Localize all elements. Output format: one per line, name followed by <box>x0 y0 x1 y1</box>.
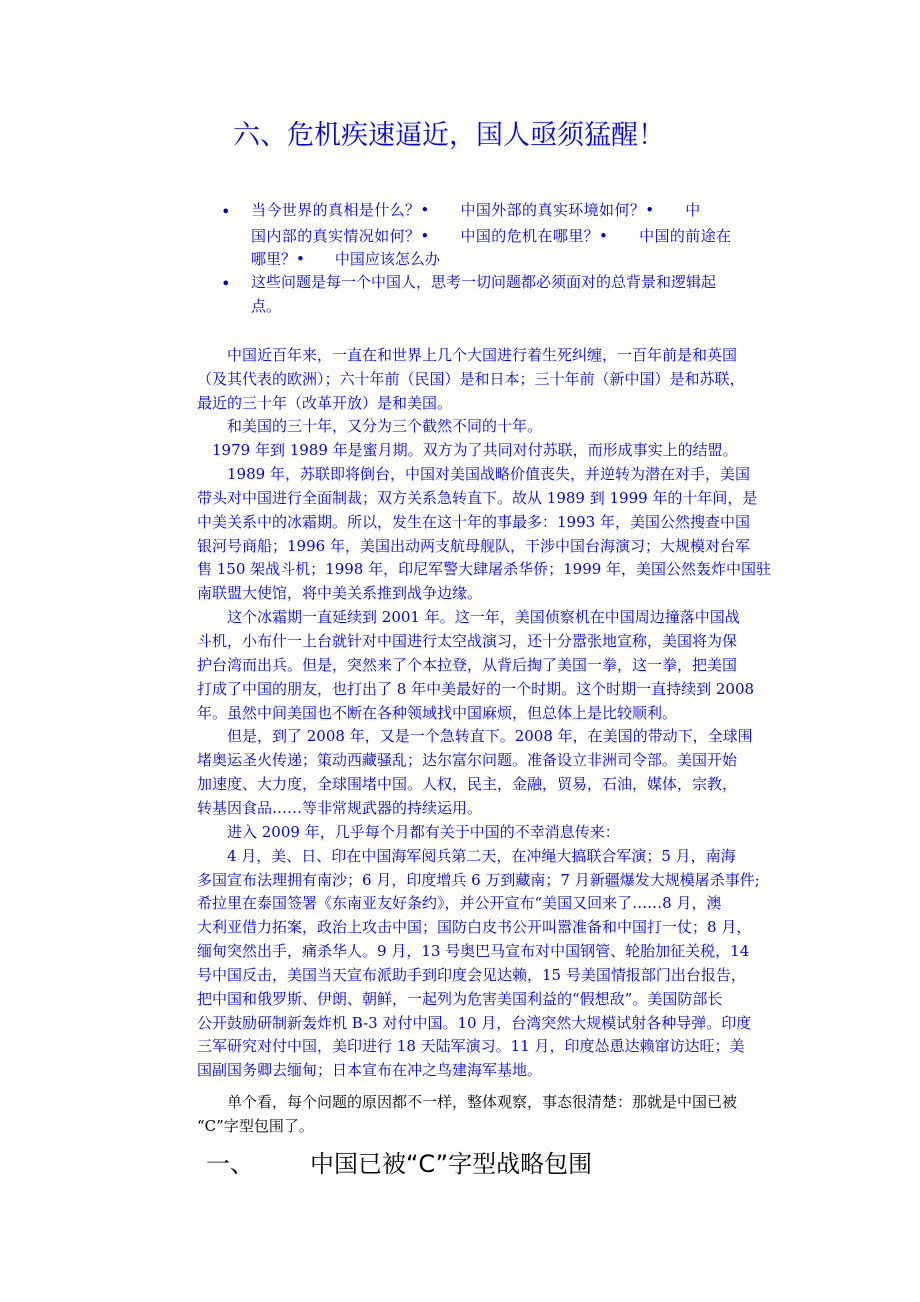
section-heading <box>206 1148 592 1180</box>
body-line: 南联盟大使馆，将中美关系推到战争边缘。 <box>197 584 483 602</box>
body-line: 转基因食品……等非常规武器的持续运用。 <box>197 799 483 817</box>
body-line: 中国近百年来，一直在和世界上几个大国进行着生死纠缠，一百年前是和英国 <box>197 346 738 364</box>
body-line: 和美国的三十年，又分为三个截然不同的十年。 <box>197 417 543 435</box>
body-line: 公开鼓励研制新轰炸机 B-3 对付中国。10 月，台湾突然大规模试射各种导弹。印度 <box>197 1014 752 1032</box>
body-line: 国副国务卿去缅甸；日本宣布在冲之鸟建海军基地。 <box>197 1061 543 1079</box>
body-line: 号中国反击，美国当天宣布派助手到印度会见达赖，15 号美国情报部门出台报告， <box>197 966 746 984</box>
closing-line: “C”字型包围了。 <box>197 1117 314 1135</box>
bullet-point: • <box>221 274 231 293</box>
body-line: 4 月，美、日、印在中国海军阅兵第二天，在冲绳大搞联合军演；5 月，南海 <box>197 847 736 865</box>
closing-line: 单个看，每个问题的原因都不一样，整体观察，事态很清楚：那就是中国已被 <box>197 1093 738 1111</box>
body-line: 希拉里在泰国签署《东南亚友好条约》，并公开宣布“美国又回来了……8 月，澳 <box>197 894 722 912</box>
bullet-line: 这些问题是每一个中国人，思考一切问题都必须面对的总背景和逻辑起 <box>251 273 717 291</box>
body-line: 但是，到了 2008 年，又是一个急转直下。2008 年，在美国的带动下，全球围 <box>197 727 753 745</box>
body-line: 打成了中国的朋友，也打出了 8 年中美最好的一个时期。这个时期一直持续到 2008 <box>197 680 755 698</box>
bullet-line: 哪里？• 中国应该怎么办 <box>251 250 440 268</box>
body-line: 售 150 架战斗机；1998 年，印尼军警大肆屠杀华侨；1999 年，美国公然轰炸中国驻 <box>197 560 772 578</box>
body-line: 斗机，小布什一上台就针对中国进行太空战演习，还十分嚣张地宣称，美国将为保 <box>197 632 738 650</box>
body-line: 加速度、大力度，全球围堵中国。人权，民主，金融，贸易，石油，媒体，宗教， <box>197 775 738 793</box>
body-line: 堵奥运圣火传递；策动西藏骚乱；达尔富尔问题。准备设立非洲司令部。美国开始 <box>197 751 738 769</box>
body-line: 缅甸突然出手，痛杀华人。9 月，13 号奥巴马宣布对中国钢管、轮胎加征关税，14 <box>197 942 750 960</box>
body-line: 护台湾而出兵。但是，突然来了个本拉登，从背后掏了美国一拳，这一拳，把美国 <box>197 656 738 674</box>
body-line: 把中国和俄罗斯、伊朗、朝鲜，一起列为危害美国利益的“假想敌”。美国防部长 <box>197 990 723 1008</box>
section-number: 一、 <box>206 1150 254 1178</box>
body-line: 带头对中国进行全面制裁；双方关系急转直下。故从 1989 到 1999 年的十年间，是 <box>197 489 758 507</box>
body-line: 大利亚借力拓案，政治上攻击中国；国防白皮书公开叫嚣准备和中国打一仗；8 月， <box>197 918 752 936</box>
body-line: 1979 年到 1989 年是蜜月期。双方为了共同对付苏联，而形成事实上的结盟。 <box>197 441 738 459</box>
bullet-line: 当今世界的真相是什么？• 中国外部的真实环境如何？• 中 <box>251 201 701 219</box>
body-line: 年。虽然中间美国也不断在各种领域找中国麻烦，但总体上是比较顺利。 <box>197 704 678 722</box>
section-title: 中国已被“C”字型战略包围 <box>310 1150 593 1178</box>
bullet-line: 点。 <box>251 297 282 315</box>
body-line: 三军研究对付中国，美印进行 18 天陆军演习。11 月，印度怂恿达赖窜访达旺；美 <box>197 1037 745 1055</box>
body-line: 1989 年，苏联即将倒台，中国对美国战略价值丧失，并逆转为潜在对手，美国 <box>197 465 750 483</box>
body-line: （及其代表的欧洲）；六十年前（民国）是和日本；三十年前（新中国）是和苏联， <box>197 370 745 388</box>
body-line: 进入 2009 年，几乎每个月都有关于中国的不幸消息传来： <box>197 823 620 841</box>
body-line: 最近的三十年（改革开放）是和美国。 <box>197 394 453 412</box>
body-line: 中美关系中的冰霜期。所以，发生在这十年的事最多：1993 年，美国公然搜查中国 <box>197 513 750 531</box>
bullet-line: 国内部的真实情况如何？• 中国的危机在哪里？• 中国的前途在 <box>251 227 732 245</box>
bullet-point: • <box>221 202 231 221</box>
body-line: 银河号商船；1996 年，美国出动两支航母舰队，干涉中国台海演习；大规模对台军 <box>197 537 750 555</box>
body-line: 这个冰霜期一直延续到 2001 年。这一年，美国侦察机在中国周边撞落中国战 <box>197 608 740 626</box>
page-title: 六、危机疾速逼近，国人亟须猛醒！ <box>233 120 665 151</box>
body-line: 多国宣布法理拥有南沙；6 月，印度增兵 6 万到藏南；7 月新疆爆发大规模屠杀事件; <box>197 871 760 889</box>
